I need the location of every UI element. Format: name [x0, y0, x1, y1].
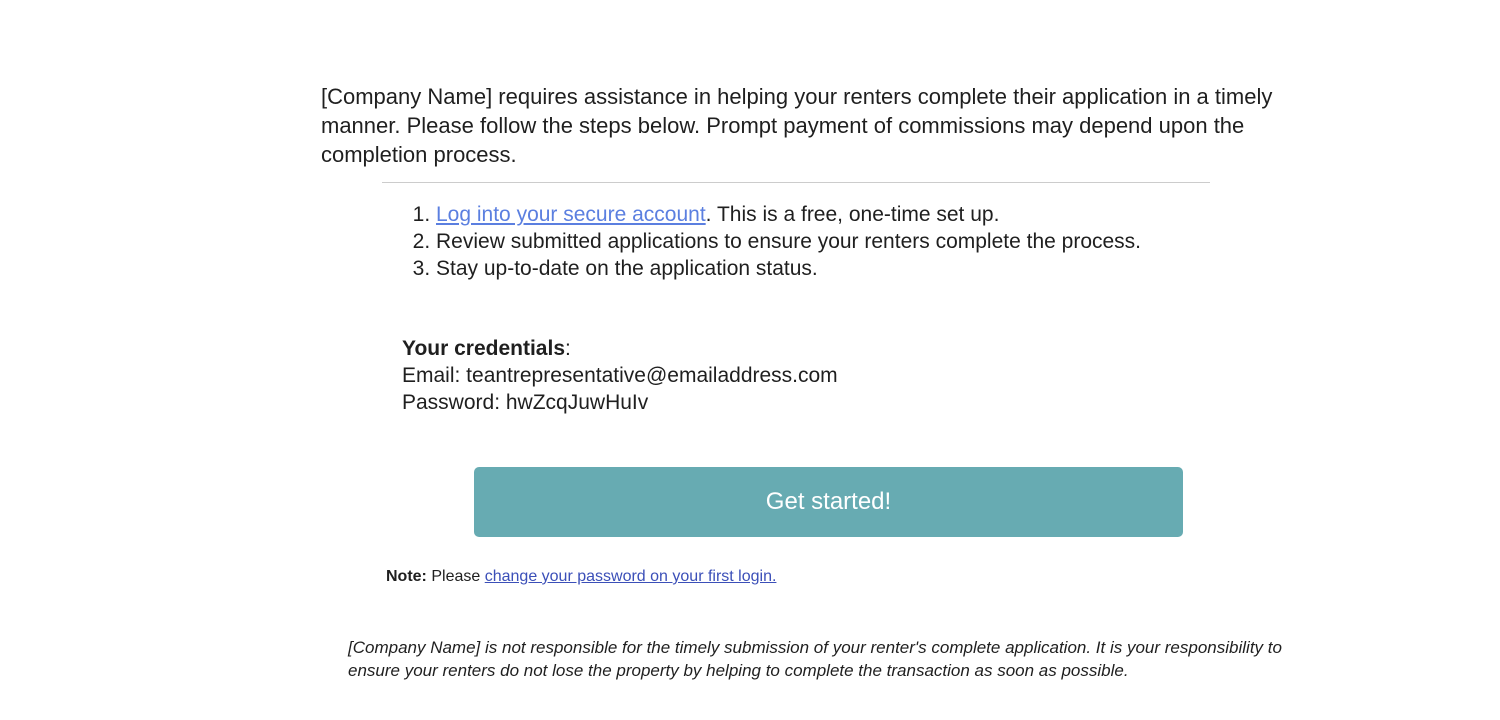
credentials-password: Password: hwZcqJuwHuIv: [402, 391, 649, 414]
list-item: 3. Stay up-to-date on the application status.: [436, 255, 1336, 282]
credentials-block: [402, 335, 838, 416]
note-label: Note:: [386, 568, 427, 585]
list-item: [436, 201, 1336, 228]
note-text: Please: [431, 568, 481, 585]
intro-paragraph: [Company Name] requires assistance in helping your renters complete their application in a timely manner. Please follow the steps below. Prompt payment of commissions may depend upon the completion process.: [321, 84, 1273, 167]
credentials-heading: [402, 335, 838, 362]
disclaimer-paragraph: [Company Name] is not responsible for the timely submission of your renter's complete application. It is your responsibility to ensure your renters do not lose the property by helping to complete the transaction as soon as possible.: [348, 638, 1282, 680]
step-one-rest: . This is a free, one-time set up.: [705, 203, 1000, 226]
secure-account-link[interactable]: Log into your secure account: [436, 203, 706, 226]
credentials-heading-label: Your credentials: [402, 337, 565, 360]
change-password-link[interactable]: change your password on your first login.: [484, 568, 777, 585]
list-item: 2. Review submitted applications to ensure your renters complete the process.: [436, 228, 1336, 255]
note-line: [386, 566, 776, 587]
steps-list: [392, 201, 1336, 282]
credentials-heading-suffix: :: [565, 337, 571, 360]
get-started-button[interactable]: Get started!: [474, 467, 1183, 537]
horizontal-divider: [382, 182, 1210, 183]
credentials-email: Email: teantrepresentative@emailaddress.com: [402, 364, 838, 387]
